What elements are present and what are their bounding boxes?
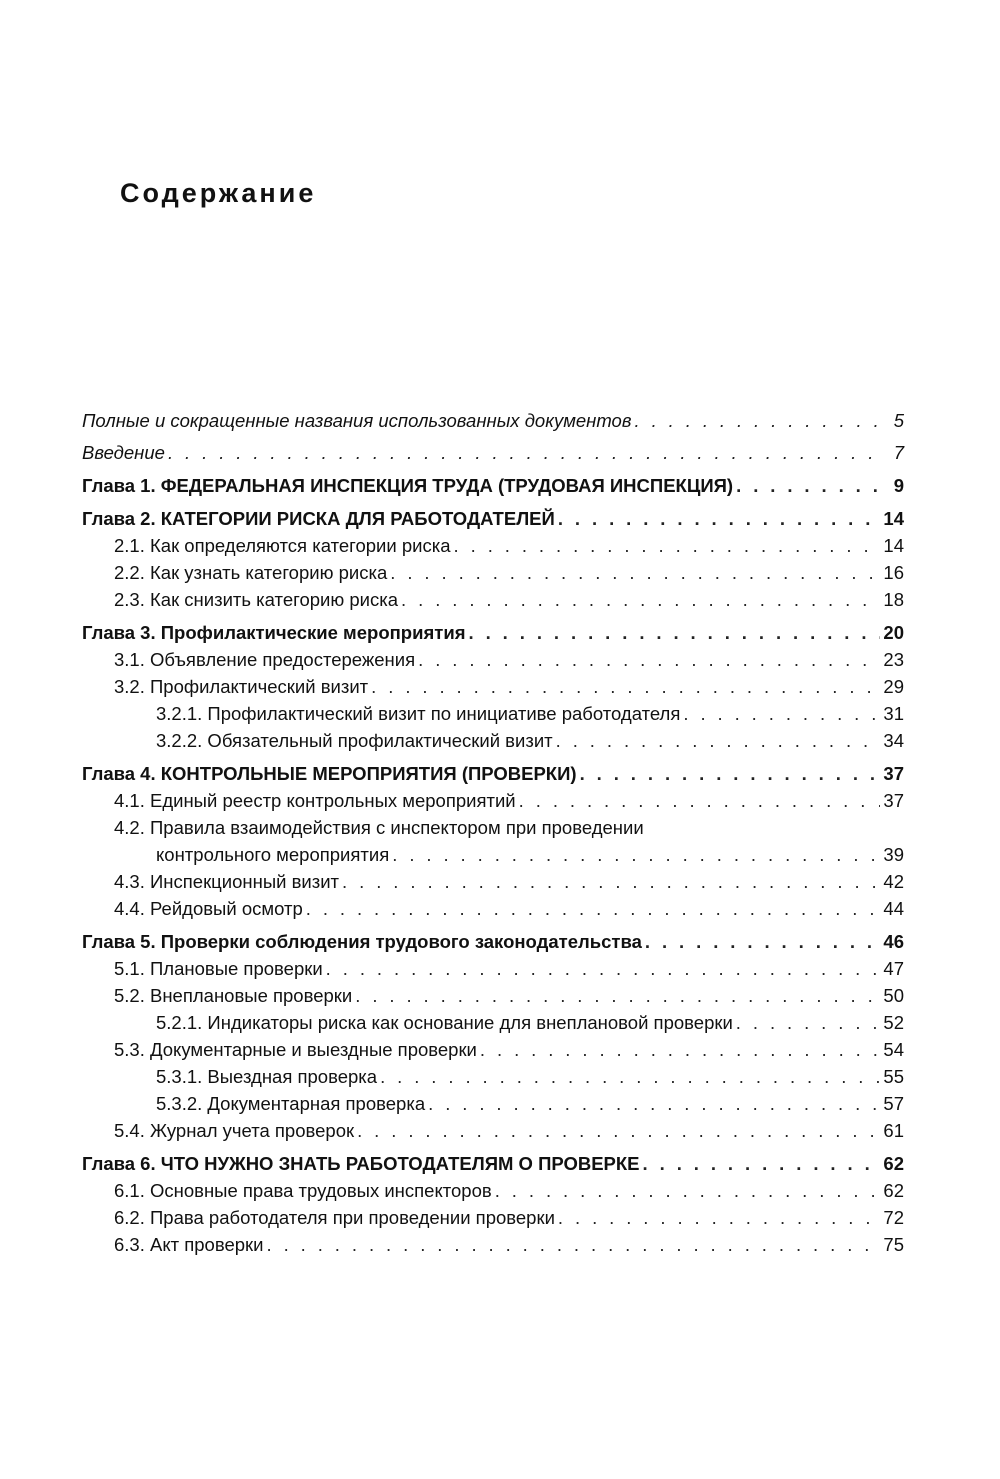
toc-section-6-2[interactable] (82, 1202, 904, 1229)
toc-entry-title: 5.3.1. Выездная проверка (156, 1066, 378, 1087)
toc-section-5-3-1[interactable] (82, 1061, 904, 1088)
dot-leader (643, 1153, 881, 1175)
toc-entry-page: 16 (883, 562, 904, 583)
toc-section-5-2[interactable] (82, 980, 904, 1007)
dot-leader (495, 1180, 881, 1202)
toc-entry-page: 62 (883, 1153, 904, 1174)
dot-leader (736, 1012, 881, 1034)
toc-entry-title: 2.1. Как определяются категории риска (114, 535, 451, 556)
toc-section-3-2-2[interactable] (82, 725, 904, 752)
dot-leader (469, 622, 881, 644)
toc-entry-title: 3.1. Объявление предостережения (114, 649, 416, 670)
dot-leader (454, 535, 881, 557)
toc-entry-page: 34 (883, 730, 904, 751)
toc-entry-page: 72 (883, 1207, 904, 1228)
dot-leader (558, 508, 881, 530)
toc-section-5-2-1[interactable] (82, 1007, 904, 1034)
toc-entry-page: 14 (883, 535, 904, 556)
toc-chapter-4[interactable] (82, 758, 904, 785)
toc-chapter-3[interactable] (82, 617, 904, 644)
toc-section-3-2-1[interactable] (82, 698, 904, 725)
toc-entry-title: 6.1. Основные права трудовых инспекторов (114, 1180, 492, 1201)
toc-section-3-2[interactable] (82, 671, 904, 698)
table-of-contents (82, 405, 904, 1256)
toc-entry-title: 2.3. Как снизить категорию риска (114, 589, 399, 610)
dot-leader (380, 1066, 880, 1088)
toc-chapter-6[interactable] (82, 1148, 904, 1175)
toc-entry-page: 54 (883, 1039, 904, 1060)
toc-section-4-1[interactable] (82, 785, 904, 812)
toc-entry-title: 4.4. Рейдовый осмотр (114, 898, 303, 919)
toc-entry-page: 37 (883, 790, 904, 811)
toc-entry-title: 5.4. Журнал учета проверок (114, 1120, 355, 1141)
toc-entry-page: 75 (883, 1234, 904, 1255)
dot-leader (306, 898, 881, 920)
toc-entry-title: 5.3. Документарные и выездные проверки (114, 1039, 477, 1060)
toc-section-2-2[interactable] (82, 557, 904, 584)
toc-entry-page: 29 (883, 676, 904, 697)
toc-entry-title: 4.1. Единый реестр контрольных мероприятий (114, 790, 516, 811)
toc-entry-title: 3.2.2. Обязательный профилактический визит (156, 730, 553, 751)
toc-entry-title: 3.2.1. Профилактический визит по инициативе работодателя (156, 703, 681, 724)
toc-entry-title: Глава 4. КОНТРОЛЬНЫЕ МЕРОПРИЯТИЯ (ПРОВЕРКИ) (82, 763, 577, 784)
page-title: Содержание (120, 178, 317, 208)
toc-entry-title: 5.1. Плановые проверки (114, 958, 323, 979)
dot-leader (645, 931, 881, 953)
toc-entry-page: 23 (883, 649, 904, 670)
toc-entry-page: 14 (883, 508, 904, 529)
toc-entry-page: 55 (883, 1066, 904, 1087)
toc-entry-title: Глава 3. Профилактические мероприятия (82, 622, 466, 643)
toc-chapter-5[interactable] (82, 926, 904, 953)
dot-leader (355, 985, 880, 1007)
toc-entry-page: 62 (883, 1180, 904, 1201)
dot-leader (392, 844, 880, 866)
toc-entry-page: 47 (883, 958, 904, 979)
toc-entry-page: 61 (883, 1120, 904, 1141)
toc-section-2-3[interactable] (82, 584, 904, 611)
dot-leader (683, 703, 880, 725)
toc-entry-title: 5.3.2. Документарная проверка (156, 1093, 426, 1114)
dot-leader (428, 1093, 880, 1115)
toc-entry-title: Введение (82, 442, 165, 463)
toc-entry-page: 31 (883, 703, 904, 724)
toc-section-6-1[interactable] (82, 1175, 904, 1202)
dot-leader (556, 730, 881, 752)
toc-entry-page: 57 (883, 1093, 904, 1114)
toc-entry-title: Глава 5. Проверки соблюдения трудового законодательства (82, 931, 642, 952)
dot-leader (480, 1039, 881, 1061)
dot-leader (418, 649, 880, 671)
toc-chapter-2[interactable] (82, 503, 904, 530)
toc-entry-title-continued: контрольного мероприятия (156, 844, 390, 865)
toc-entry-title: 2.2. Как узнать категорию риска (114, 562, 388, 583)
toc-entry-title: 6.3. Акт проверки (114, 1234, 264, 1255)
toc-entry-title: Глава 1. ФЕДЕРАЛЬНАЯ ИНСПЕКЦИЯ ТРУДА (ТРУДОВАЯ ИНСПЕКЦИЯ) (82, 475, 734, 496)
toc-section-5-4[interactable] (82, 1115, 904, 1142)
dot-leader (168, 442, 883, 464)
toc-entry-introduction[interactable] (82, 437, 904, 464)
toc-entry-title: 6.2. Права работодателя при проведении проверки (114, 1207, 555, 1228)
dot-leader (519, 790, 881, 812)
toc-entry-page: 37 (883, 763, 904, 784)
toc-entry-title: 4.2. Правила взаимодействия с инспектором при проведении (114, 817, 644, 838)
toc-chapter-1[interactable] (82, 470, 904, 497)
toc-entry-title: Глава 6. ЧТО НУЖНО ЗНАТЬ РАБОТОДАТЕЛЯМ О ПРОВЕРКЕ (82, 1153, 640, 1174)
toc-entry-page: 52 (883, 1012, 904, 1033)
dot-leader (266, 1234, 880, 1256)
toc-entry-documents[interactable] (82, 405, 904, 432)
toc-section-5-1[interactable] (82, 953, 904, 980)
toc-section-4-2[interactable] (82, 839, 904, 866)
toc-entry-page: 9 (893, 475, 904, 496)
dot-leader (326, 958, 881, 980)
toc-entry-page: 7 (893, 442, 904, 463)
toc-entry-page: 20 (883, 622, 904, 643)
toc-entry-page: 39 (883, 844, 904, 865)
toc-entry-title: 3.2. Профилактический визит (114, 676, 369, 697)
toc-section-5-3[interactable] (82, 1034, 904, 1061)
dot-leader (357, 1120, 880, 1142)
dot-leader (558, 1207, 881, 1229)
toc-entry-title: Полные и сокращенные названия использованных документов (82, 410, 632, 431)
toc-entry-title: Глава 2. КАТЕГОРИИ РИСКА ДЛЯ РАБОТОДАТЕЛЕЙ (82, 508, 555, 529)
dot-leader (390, 562, 880, 584)
dot-leader (635, 410, 884, 432)
toc-entry-page: 46 (883, 931, 904, 952)
toc-section-4-4[interactable] (82, 893, 904, 920)
toc-entry-title: 5.2. Внеплановые проверки (114, 985, 353, 1006)
dot-leader (371, 676, 880, 698)
toc-section-4-2-first-line[interactable] (82, 812, 904, 839)
toc-entry-page: 5 (893, 410, 904, 431)
dot-leader (736, 475, 883, 497)
toc-entry-page: 44 (883, 898, 904, 919)
toc-entry-page: 42 (883, 871, 904, 892)
toc-entry-title: 4.3. Инспекционный визит (114, 871, 340, 892)
dot-leader (401, 589, 880, 611)
toc-entry-title: 5.2.1. Индикаторы риска как основание для внеплановой проверки (156, 1012, 733, 1033)
dot-leader (580, 763, 881, 785)
toc-entry-page: 50 (883, 985, 904, 1006)
toc-section-2-1[interactable] (82, 530, 904, 557)
toc-section-3-1[interactable] (82, 644, 904, 671)
toc-section-5-3-2[interactable] (82, 1088, 904, 1115)
dot-leader (342, 871, 880, 893)
toc-section-6-3[interactable] (82, 1229, 904, 1256)
toc-section-4-3[interactable] (82, 866, 904, 893)
toc-entry-page: 18 (883, 589, 904, 610)
